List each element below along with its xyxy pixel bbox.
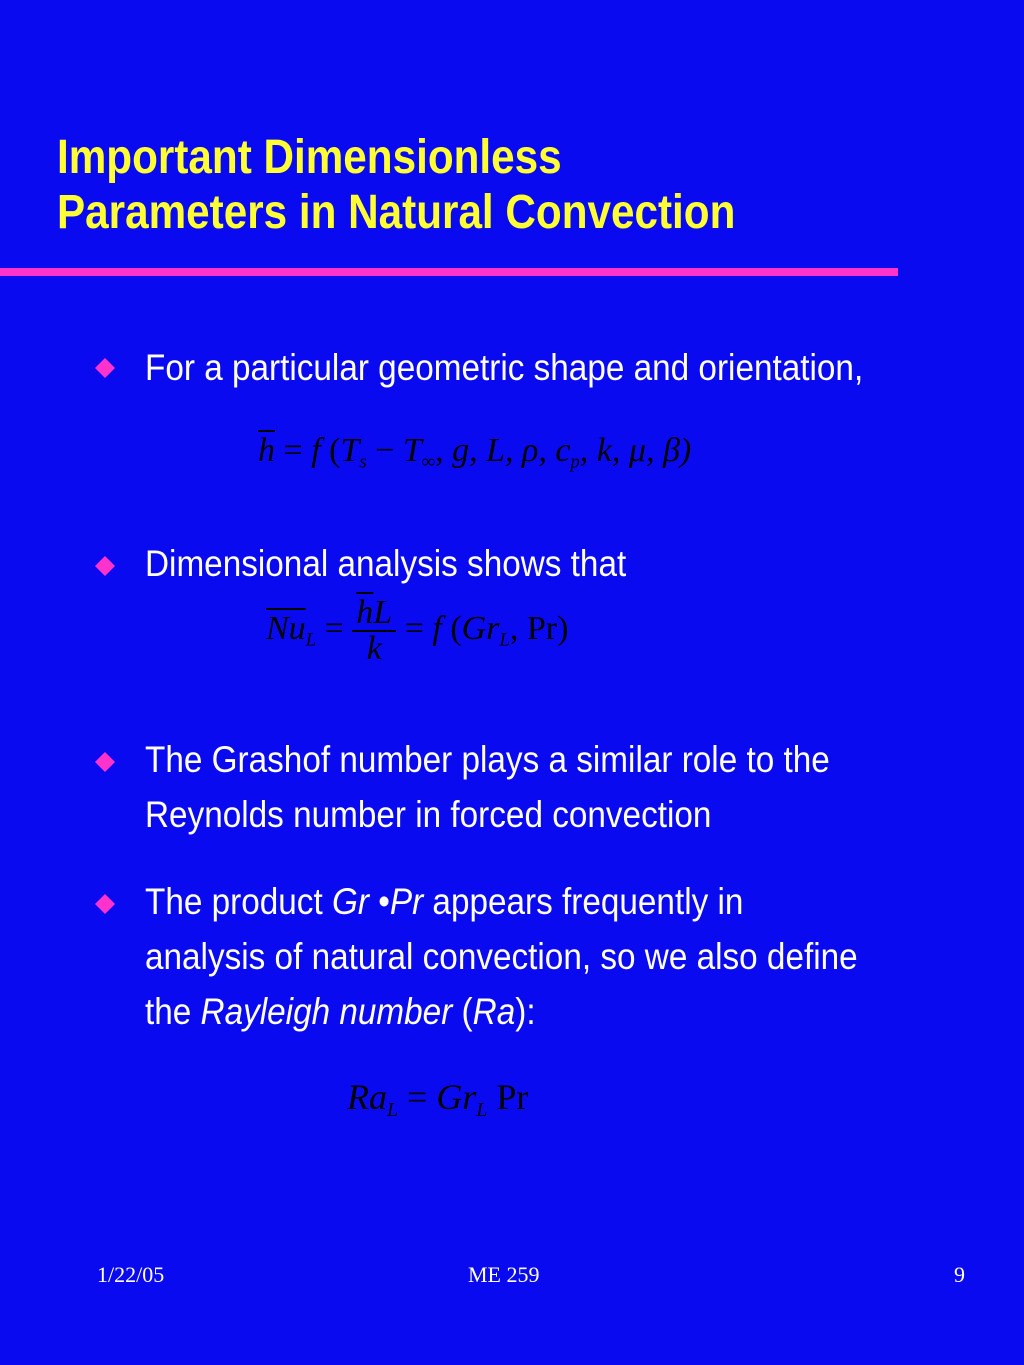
equation-fraction: $\frac{\overline{h}L}{k}$	[352, 596, 396, 666]
bullet-text-1: For a particular geometric shape and orientation,	[145, 347, 864, 388]
diamond-bullet-icon	[95, 894, 115, 914]
diamond-bullet-icon	[95, 556, 115, 576]
title-underline	[0, 268, 898, 276]
footer-course: ME 259	[468, 1262, 540, 1287]
footer-page-number: 9	[954, 1262, 965, 1287]
title-line-1: Important Dimensionless	[57, 131, 562, 184]
footer-date: 1/22/05	[97, 1262, 165, 1287]
bullet-text-4: The product Gr •Pr appears frequently in analysis of natural convection, so we also define the Rayleigh number (Ra):	[145, 881, 858, 1032]
title-line-2: Parameters in Natural Convection	[57, 186, 736, 240]
slide-title	[57, 130, 849, 240]
bullet-text-3: The Grashof number plays a similar role to the Reynolds number in forced convection	[145, 739, 830, 835]
equation-rayleigh: $Ra_L = Gr_L$ Pr	[347, 1077, 529, 1121]
bullet-text-2: Dimensional analysis shows that	[145, 543, 627, 584]
equation-h-function: $\overline{h} = f$ ($T_s - T_\infty$, g, L, ρ, $c_p$, k, μ, β)	[258, 432, 692, 473]
diamond-bullet-icon	[95, 752, 115, 772]
diamond-bullet-icon	[95, 358, 115, 378]
equation-nusselt: $\overline{Nu}_L$ = $\frac{\overline{h}L}{k}$ = f ($Gr_L$, Pr)	[266, 594, 569, 667]
